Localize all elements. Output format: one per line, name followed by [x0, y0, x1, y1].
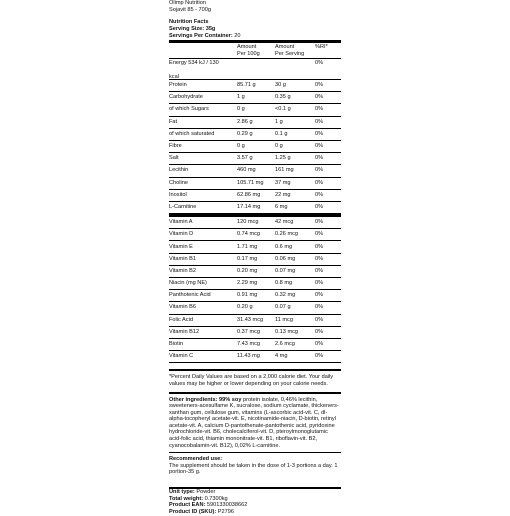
vitamin-dv: 0% [315, 292, 324, 299]
ingredients-label: Other ingredients: [169, 396, 218, 403]
nutrient-per100: 62.86 mg [237, 191, 261, 198]
vitamin-serving: 0.32 mg [275, 292, 296, 299]
table-row [169, 80, 341, 92]
vitamin-per100: 120 mcg [237, 219, 259, 226]
vitamin-table [169, 217, 341, 363]
nutrition-label [169, 0, 341, 515]
col-serving-line2: Per Serving [275, 50, 305, 57]
vitamin-name: Niacin (mg NE) [169, 280, 207, 287]
nutrient-per100: 105.71 mg [237, 179, 264, 186]
table-row [169, 178, 341, 190]
nutrient-name: of which Sugars [169, 106, 209, 113]
vitamin-per100: 0.91 mg [237, 292, 258, 299]
recommended-use-text: The supplement should be taken in the dose of 1-3 portions a day. 1 portion-35 g. [169, 462, 338, 476]
nutrient-name: L-Carnitine [169, 203, 197, 210]
vitamin-dv: 0% [315, 304, 324, 311]
unit-type-value: Powder [196, 489, 216, 496]
table-row [169, 327, 341, 339]
table-row [169, 315, 341, 327]
nutrient-serving: 1.25 g [275, 155, 291, 162]
product-id-label: Product ID (SKU): [169, 508, 217, 515]
nutrient-dv: 0% [315, 167, 324, 174]
vitamin-serving: 4 mg [275, 353, 288, 360]
nutrient-dv: 0% [315, 191, 324, 198]
servings-label: Servings Per Container: [169, 33, 233, 39]
table-row [169, 241, 341, 253]
nutrient-name: Lecithin [169, 167, 189, 174]
vitamin-serving: 11 mcg [275, 316, 293, 323]
vitamin-name: Vitamin C [169, 353, 194, 360]
nutrient-dv: 0% [315, 82, 324, 89]
table-row [169, 351, 341, 363]
ingredients-text: protein isolate, 0,46% lecithin, sweeteners-acesulfame K, sucralose, sodium cyclamate, thickeners-xanthan gum, cellulose gum, vitamins (L-ascorbic acid-vit. C, dl-alpha-tocopheryl acetate-vit. E, nicotinamide-niacin, D-biotin, retinyl acetate-vit. A, calcium D-pantothenate-pantothenic acid, pyridoxine hydrochloride-vit. B6, cholecalciferol-vit. D, pteroylmonoglutamic acid-folic acid, thiamin mononitrate-vit. B1, riboflavin-vit. B2, cyanocobalamin-vit. B12), 0,02% L-carnitine. [169, 396, 339, 449]
vitamin-per100: 0.37 mcg [237, 328, 261, 335]
vitamin-per100: 2.29 mg [237, 280, 258, 287]
vitamin-per100: 7.43 mcg [237, 341, 261, 348]
col-per100-line1: Amount [237, 44, 257, 50]
col-dv: %RI* [315, 44, 328, 50]
col-per100-line2: Per 100g [237, 50, 260, 57]
nutrition-facts-title: Nutrition Facts [169, 19, 209, 25]
nutrient-name: Fat [169, 118, 178, 125]
table-row [169, 59, 341, 80]
recommended-use-label: Recommended use: [169, 456, 223, 463]
vitamin-dv: 0% [315, 280, 324, 287]
vitamin-name: Vitamin B1 [169, 255, 196, 262]
nutrient-per100: 17.14 mg [237, 203, 261, 210]
nutrient-per100: 0.29 g [237, 130, 253, 137]
table-row [169, 266, 341, 278]
vitamin-name: Biotin [169, 341, 183, 348]
table-row [169, 254, 341, 266]
servings-per-container [169, 33, 341, 40]
table-row [169, 117, 341, 129]
table-row [169, 92, 341, 104]
recommended-use-block [169, 453, 341, 479]
vitamin-dv: 0% [315, 316, 324, 323]
nutrient-name-line2: kcal [169, 74, 179, 80]
nutrient-dv: 0% [315, 106, 324, 113]
nutrient-name-line1: Energy 534 kJ / 130 [169, 60, 219, 66]
nutrient-name: Choline [169, 179, 188, 186]
product-name: Sojavit 85 - 700g [169, 7, 211, 13]
table-row [169, 302, 341, 314]
serving-size-label: Serving Size: [169, 26, 205, 32]
nutrient-name: Fibre [169, 143, 182, 150]
vitamin-dv: 0% [315, 353, 324, 360]
unit-type [169, 489, 341, 496]
nutrient-serving: 0 g [275, 143, 283, 150]
nutrient-dv: 0% [315, 130, 324, 137]
vitamin-dv: 0% [315, 328, 324, 335]
nutrient-per100: 85.71 g [237, 82, 256, 89]
nutrient-per100: 1 g [237, 94, 245, 101]
vitamin-per100: 1.71 mg [237, 243, 258, 250]
nutrient-serving: 22 mg [275, 191, 291, 198]
nutrient-name: Protein [169, 82, 187, 89]
vitamin-serving: 0.8 mg [275, 280, 293, 287]
product-ean [169, 502, 341, 509]
ingredients-highlight: 99% soy [219, 396, 242, 403]
nutrient-per100: 2.86 g [237, 118, 253, 125]
vitamin-serving: 0.07 g [275, 304, 291, 311]
nutrient-serving: 0.35 g [275, 94, 291, 101]
vitamin-serving: 0.6 mg [275, 243, 293, 250]
unit-type-label: Unit type: [169, 489, 195, 496]
nutrient-per100: 0 g [237, 106, 245, 113]
vitamin-name: Panthotenic Acid [169, 292, 211, 299]
nutrient-serving: 6 mg [275, 203, 288, 210]
col-per100 [237, 44, 275, 57]
vitamin-serving: 0.13 mcg [275, 328, 299, 335]
vitamin-name: Folic Acid [169, 316, 193, 323]
vitamin-name: Vitamin E [169, 243, 193, 250]
vitamin-name: Vitamin A [169, 219, 193, 226]
vitamin-per100: 0.20 g [237, 304, 253, 311]
nutrient-serving: 37 mg [275, 179, 291, 186]
vitamin-dv: 0% [315, 231, 324, 238]
nutrient-dv: 0% [315, 155, 324, 162]
nutrient-name: of which saturated [169, 130, 215, 137]
nutrient-dv: 0% [315, 143, 324, 150]
col-serving-line1: Amount [275, 44, 295, 50]
nutrient-per100: 3.57 g [237, 155, 253, 162]
nutrient-dv: 0% [315, 94, 324, 101]
table-row [169, 217, 341, 229]
vitamin-serving: 0.07 mg [275, 267, 296, 274]
vitamin-dv: 0% [315, 243, 324, 250]
column-headers [169, 43, 341, 59]
table-row [169, 202, 341, 214]
vitamin-serving: 2.6 mcg [275, 341, 295, 348]
vitamin-serving: 0.26 mcg [275, 231, 299, 238]
nutrient-name: Salt [169, 155, 179, 162]
nutrient-name: Carbohydrate [169, 94, 203, 101]
table-row [169, 190, 341, 202]
total-weight [169, 496, 341, 503]
nutrient-serving: 161 mg [275, 167, 294, 174]
total-weight-value: 0.7300kg [204, 495, 228, 502]
vitamin-dv: 0% [315, 255, 324, 262]
serving-size [169, 26, 341, 33]
nutrient-dv: 0% [315, 60, 324, 66]
serving-size-value: 35g [205, 26, 216, 32]
total-weight-label: Total weight: [169, 495, 204, 502]
nutrient-dv: 0% [315, 179, 324, 186]
product-ean-label: Product EAN: [169, 502, 206, 509]
table-row [169, 129, 341, 141]
nutrient-table [169, 59, 341, 214]
nutrient-serving: 0.1 g [275, 130, 288, 137]
product-info [169, 489, 341, 515]
vitamin-serving: 0.06 mg [275, 255, 296, 262]
brand-name: Olimp Nutrition [169, 0, 206, 6]
nutrient-name [169, 60, 237, 81]
table-row [169, 104, 341, 116]
ingredients-block [169, 394, 341, 453]
vitamin-name: Vitamin B12 [169, 328, 200, 335]
nutrient-serving: 30 g [275, 82, 286, 89]
nutrient-dv: 0% [315, 203, 324, 210]
nutrient-name: Inositol [169, 191, 187, 198]
product-ean-value: 5901330038662 [206, 502, 248, 509]
vitamin-dv: 0% [315, 267, 324, 274]
table-row [169, 141, 341, 153]
vitamin-per100: 0.20 mg [237, 267, 258, 274]
nutrient-serving: 1 g [275, 118, 283, 125]
vitamin-dv: 0% [315, 341, 324, 348]
vitamin-serving: 42 mcg [275, 219, 294, 226]
table-row [169, 153, 341, 165]
table-row [169, 165, 341, 177]
table-row [169, 339, 341, 351]
product-id-value: P2796 [217, 508, 234, 515]
vitamin-per100: 0.74 mcg [237, 231, 261, 238]
col-serving [275, 44, 315, 57]
vitamin-dv: 0% [315, 219, 324, 226]
nutrient-serving: <0.1 g [275, 106, 291, 113]
vitamin-name: Vitamin B6 [169, 304, 196, 311]
nutrient-per100: 460 mg [237, 167, 256, 174]
vitamin-per100: 0.17 mg [237, 255, 258, 262]
servings-value: 20 [234, 33, 241, 39]
vitamin-name: Vitamin D [169, 231, 194, 238]
table-row [169, 290, 341, 302]
nutrient-dv: 0% [315, 118, 324, 125]
nutrient-per100: 0 g [237, 143, 245, 150]
vitamin-name: Vitamin B2 [169, 267, 196, 274]
table-row [169, 278, 341, 290]
table-row [169, 229, 341, 241]
vitamin-per100: 11.43 mg [237, 353, 260, 360]
vitamin-per100: 31.43 mcg [237, 316, 264, 323]
daily-value-footnote: *Percent Daily Values are based on a 2,000 calorie diet. Your daily values may be higher or lower depending on your calorie needs. [169, 374, 334, 387]
